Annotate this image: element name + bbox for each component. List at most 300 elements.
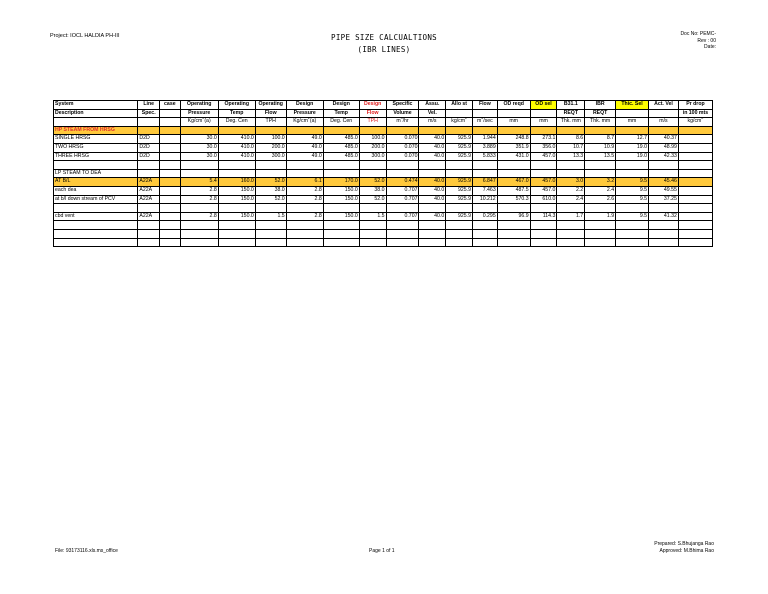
table-cell: 8.7 <box>585 135 616 144</box>
table-cell: 114.3 <box>530 212 557 221</box>
empty-cell <box>54 229 138 238</box>
table-cell: 9.5 <box>616 178 649 187</box>
empty-cell <box>323 161 359 170</box>
empty-cell <box>678 126 712 135</box>
table-cell: 410.0 <box>218 143 255 152</box>
empty-cell <box>138 126 160 135</box>
row-description: cbd vent <box>54 212 138 221</box>
table-cell <box>160 186 181 195</box>
blank-row <box>54 221 713 230</box>
empty-cell <box>359 238 386 247</box>
table-cell <box>160 152 181 161</box>
row-description: THREE HRSG <box>54 152 138 161</box>
table-cell: 485.0 <box>323 135 359 144</box>
table-cell: D2D <box>138 152 160 161</box>
table-cell: 9.5 <box>616 212 649 221</box>
table-cell: 150.0 <box>218 195 255 204</box>
table-cell: 1.7 <box>557 212 585 221</box>
column-header: Thic. Sel <box>616 101 649 110</box>
column-header: m/s <box>649 118 679 127</box>
empty-cell <box>255 221 286 230</box>
column-header <box>138 118 160 127</box>
empty-cell <box>585 161 616 170</box>
table-cell: 13.3 <box>557 152 585 161</box>
table-cell <box>160 135 181 144</box>
table-cell: 0.474 <box>386 178 419 187</box>
table-cell: 150.0 <box>323 195 359 204</box>
column-header: m/s <box>419 118 446 127</box>
table-cell: 100.0 <box>255 135 286 144</box>
empty-cell <box>497 126 530 135</box>
table-cell: 150.0 <box>218 212 255 221</box>
blank-row <box>54 229 713 238</box>
table-cell: 9.5 <box>616 186 649 195</box>
table-cell: D2D <box>138 143 160 152</box>
empty-cell <box>218 204 255 213</box>
table-cell: 2.4 <box>585 186 616 195</box>
empty-cell <box>138 229 160 238</box>
empty-cell <box>616 204 649 213</box>
empty-cell <box>160 126 181 135</box>
empty-cell <box>54 161 138 170</box>
column-header: Operating <box>180 101 218 110</box>
table-cell: 3.0 <box>557 178 585 187</box>
empty-cell <box>419 161 446 170</box>
column-header: Spec. <box>138 109 160 118</box>
table-cell: 300.0 <box>359 152 386 161</box>
empty-cell <box>218 169 255 178</box>
column-header: mm <box>616 118 649 127</box>
table-cell: 40.0 <box>419 212 446 221</box>
empty-cell <box>286 221 323 230</box>
table-cell: 925.9 <box>446 178 473 187</box>
empty-cell <box>54 204 138 213</box>
table-cell: 49.0 <box>286 135 323 144</box>
column-header: $Kg/cm^2(a)$ <box>180 118 218 127</box>
empty-cell <box>359 169 386 178</box>
table-cell: 300.0 <box>255 152 286 161</box>
empty-cell <box>286 238 323 247</box>
column-header <box>54 118 138 127</box>
empty-cell <box>160 161 181 170</box>
empty-cell <box>530 126 557 135</box>
empty-cell <box>419 238 446 247</box>
empty-cell <box>323 238 359 247</box>
header-row <box>54 118 713 127</box>
column-header: Design <box>359 101 386 110</box>
table-cell: 52.0 <box>359 195 386 204</box>
empty-cell <box>557 126 585 135</box>
empty-cell <box>557 161 585 170</box>
empty-cell <box>54 238 138 247</box>
empty-cell <box>419 221 446 230</box>
empty-cell <box>323 221 359 230</box>
empty-cell <box>585 229 616 238</box>
empty-cell <box>497 221 530 230</box>
empty-cell <box>446 238 473 247</box>
column-header <box>497 109 530 118</box>
empty-cell <box>649 221 679 230</box>
table-cell: 30.0 <box>180 143 218 152</box>
table-cell: 457.0 <box>530 152 557 161</box>
section-row <box>54 169 713 178</box>
project-label: Project: IOCL HALDIA PH-III <box>50 33 120 39</box>
table-cell: 200.0 <box>255 143 286 152</box>
column-header: Assu. <box>419 101 446 110</box>
table-cell: 351.9 <box>497 143 530 152</box>
empty-cell <box>473 229 498 238</box>
table-row <box>54 143 713 152</box>
empty-cell <box>386 229 419 238</box>
empty-cell <box>359 229 386 238</box>
column-header <box>160 118 181 127</box>
empty-cell <box>359 161 386 170</box>
empty-cell <box>585 126 616 135</box>
title-line-2: (IBR LINES) <box>357 45 411 54</box>
empty-cell <box>138 169 160 178</box>
column-header: Vel. <box>419 109 446 118</box>
table-cell: 925.9 <box>446 195 473 204</box>
column-header: Flow <box>255 109 286 118</box>
row-description: SINGLE HRSG <box>54 135 138 144</box>
empty-cell <box>160 238 181 247</box>
column-header: Allo st <box>446 101 473 110</box>
header-row <box>54 101 713 110</box>
table-cell: 8.6 <box>557 135 585 144</box>
table-cell: 49.0 <box>286 152 323 161</box>
empty-cell <box>359 126 386 135</box>
table-cell: 40.0 <box>419 135 446 144</box>
doc-info <box>680 31 716 51</box>
row-description: at b/l down stream of PCV <box>54 195 138 204</box>
table-cell: 0.070 <box>386 152 419 161</box>
column-header <box>616 109 649 118</box>
column-header: Deg. Cen <box>218 118 255 127</box>
empty-cell <box>386 169 419 178</box>
empty-cell <box>497 204 530 213</box>
table-cell <box>678 195 712 204</box>
table-cell: 0.295 <box>473 212 498 221</box>
table-cell: 52.0 <box>255 195 286 204</box>
empty-cell <box>616 169 649 178</box>
empty-cell <box>386 126 419 135</box>
table-cell: 160.0 <box>218 178 255 187</box>
table-cell: 467.0 <box>497 178 530 187</box>
empty-cell <box>255 238 286 247</box>
table-cell: 356.0 <box>530 143 557 152</box>
table-row <box>54 178 713 187</box>
empty-cell <box>473 238 498 247</box>
column-header: Flow <box>473 101 498 110</box>
table-cell <box>160 178 181 187</box>
table-cell: 0.070 <box>386 135 419 144</box>
row-description: each dea <box>54 186 138 195</box>
empty-cell <box>286 126 323 135</box>
table-cell: 40.0 <box>419 152 446 161</box>
table-cell <box>678 186 712 195</box>
empty-cell <box>138 238 160 247</box>
empty-cell <box>419 204 446 213</box>
blank-row <box>54 161 713 170</box>
table-cell: 45.46 <box>649 178 679 187</box>
table-cell <box>678 178 712 187</box>
empty-cell <box>557 221 585 230</box>
empty-cell <box>585 221 616 230</box>
column-header: Act. Vel <box>649 101 679 110</box>
empty-cell <box>473 221 498 230</box>
doc-number: Doc No: PEMC- <box>680 31 716 37</box>
column-header: OD reqd <box>497 101 530 110</box>
table-cell: 19.0 <box>616 143 649 152</box>
table-cell: 52.0 <box>359 178 386 187</box>
empty-cell <box>446 169 473 178</box>
table-cell: 3.889 <box>473 143 498 152</box>
empty-cell <box>138 204 160 213</box>
table-cell <box>160 195 181 204</box>
empty-cell <box>419 229 446 238</box>
table-cell: 485.0 <box>323 143 359 152</box>
table-cell: 3.2 <box>585 178 616 187</box>
table-cell <box>678 212 712 221</box>
column-header <box>446 109 473 118</box>
empty-cell <box>218 229 255 238</box>
column-header: TPH <box>255 118 286 127</box>
table-cell: 40.0 <box>419 186 446 195</box>
empty-cell <box>255 161 286 170</box>
table-cell: A22A <box>138 186 160 195</box>
table-cell: 925.9 <box>446 135 473 144</box>
column-header: REQT <box>557 109 585 118</box>
table-cell: 12.7 <box>616 135 649 144</box>
table-row <box>54 186 713 195</box>
header-row <box>54 109 713 118</box>
table-row <box>54 152 713 161</box>
column-header: Description <box>54 109 138 118</box>
empty-cell <box>286 161 323 170</box>
column-header: Operating <box>255 101 286 110</box>
empty-cell <box>497 238 530 247</box>
empty-cell <box>678 221 712 230</box>
column-header <box>649 109 679 118</box>
table-cell: 2.2 <box>557 186 585 195</box>
column-header: Pressure <box>180 109 218 118</box>
table-cell: 40.0 <box>419 195 446 204</box>
table-cell: 150.0 <box>323 212 359 221</box>
table-cell: 10.212 <box>473 195 498 204</box>
table-cell: 6.847 <box>473 178 498 187</box>
empty-cell <box>497 161 530 170</box>
empty-cell <box>649 161 679 170</box>
pipe-size-table <box>53 100 713 247</box>
table-cell: 1.944 <box>473 135 498 144</box>
column-header: REQT <box>585 109 616 118</box>
table-row <box>54 195 713 204</box>
table-cell: 431.0 <box>497 152 530 161</box>
column-header <box>530 109 557 118</box>
empty-cell <box>446 221 473 230</box>
empty-cell <box>386 221 419 230</box>
empty-cell <box>138 221 160 230</box>
column-header: Pressure <box>286 109 323 118</box>
table-cell: 13.5 <box>585 152 616 161</box>
section-label: HP STEAM FROM HRSG <box>54 126 138 135</box>
column-header: mm <box>497 118 530 127</box>
column-header: Thk. mm <box>557 118 585 127</box>
empty-cell <box>286 229 323 238</box>
table-cell: 2.8 <box>286 186 323 195</box>
table-cell: 1.9 <box>585 212 616 221</box>
empty-cell <box>497 169 530 178</box>
table-row <box>54 212 713 221</box>
empty-cell <box>557 204 585 213</box>
table-cell: 7.463 <box>473 186 498 195</box>
table-cell: 170.0 <box>323 178 359 187</box>
table-cell: 42.33 <box>649 152 679 161</box>
empty-cell <box>180 169 218 178</box>
table-cell: 200.0 <box>359 143 386 152</box>
table-cell: 10.7 <box>557 143 585 152</box>
table-cell: 5.833 <box>473 152 498 161</box>
column-header: Temp <box>323 109 359 118</box>
table-cell: 30.0 <box>180 135 218 144</box>
approved-by: Approved: M.Bhima Rao <box>659 548 714 554</box>
row-description: AT B/L <box>54 178 138 187</box>
empty-cell <box>180 238 218 247</box>
file-name: File: 93173116.xls.ms_office <box>55 548 118 554</box>
empty-cell <box>180 229 218 238</box>
empty-cell <box>678 229 712 238</box>
table-cell: 2.8 <box>180 186 218 195</box>
table-cell: 457.0 <box>530 186 557 195</box>
table-cell: 150.0 <box>323 186 359 195</box>
table-cell: 41.32 <box>649 212 679 221</box>
table-cell: 485.0 <box>323 152 359 161</box>
empty-cell <box>255 169 286 178</box>
table-cell: 273.1 <box>530 135 557 144</box>
table-cell: 5.4 <box>180 178 218 187</box>
empty-cell <box>616 126 649 135</box>
table-cell: 40.0 <box>419 143 446 152</box>
empty-cell <box>649 204 679 213</box>
revision: Rev : 00 <box>697 37 716 44</box>
empty-cell <box>255 204 286 213</box>
empty-cell <box>557 238 585 247</box>
row-description: TWO HRSG <box>54 143 138 152</box>
empty-cell <box>180 204 218 213</box>
empty-cell <box>530 204 557 213</box>
page-number: Page 1 of 1 <box>369 548 395 554</box>
empty-cell <box>530 229 557 238</box>
table-cell: A22A <box>138 195 160 204</box>
column-header: mm <box>530 118 557 127</box>
table-cell: 38.0 <box>359 186 386 195</box>
table-cell: A22A <box>138 178 160 187</box>
column-header <box>160 109 181 118</box>
table-cell: 6.1 <box>286 178 323 187</box>
empty-cell <box>616 238 649 247</box>
section-row <box>54 126 713 135</box>
date: Date: <box>704 44 716 50</box>
table-cell: 0.707 <box>386 212 419 221</box>
table-cell: A22A <box>138 212 160 221</box>
column-header: B31.1 <box>557 101 585 110</box>
empty-cell <box>678 169 712 178</box>
table-cell: 0.707 <box>386 195 419 204</box>
empty-cell <box>138 161 160 170</box>
empty-cell <box>649 126 679 135</box>
empty-cell <box>218 238 255 247</box>
table-cell: 2.6 <box>585 195 616 204</box>
table-cell: 925.9 <box>446 143 473 152</box>
empty-cell <box>359 221 386 230</box>
column-header: $kg/cm^2$ <box>678 118 712 127</box>
prepared-by: Prepared: S.Bhujanga Rao <box>654 541 714 547</box>
empty-cell <box>323 229 359 238</box>
empty-cell <box>616 229 649 238</box>
table-cell <box>678 143 712 152</box>
table-cell <box>678 152 712 161</box>
table-cell: 570.3 <box>497 195 530 204</box>
empty-cell <box>473 169 498 178</box>
table-cell <box>160 212 181 221</box>
column-header: Volume <box>386 109 419 118</box>
table-cell: 49.0 <box>286 143 323 152</box>
table-cell: 2.4 <box>557 195 585 204</box>
empty-cell <box>473 161 498 170</box>
table-cell: 19.0 <box>616 152 649 161</box>
table-cell: 925.9 <box>446 152 473 161</box>
empty-cell <box>678 204 712 213</box>
empty-cell <box>323 204 359 213</box>
table-cell: 1.5 <box>255 212 286 221</box>
table-cell: 2.8 <box>286 195 323 204</box>
page-title <box>0 32 768 56</box>
table-cell: 10.9 <box>585 143 616 152</box>
table-cell: 96.9 <box>497 212 530 221</box>
column-header: Flow <box>359 109 386 118</box>
empty-cell <box>473 204 498 213</box>
table-cell: 37.25 <box>649 195 679 204</box>
empty-cell <box>323 169 359 178</box>
table-cell: 38.0 <box>255 186 286 195</box>
empty-cell <box>649 229 679 238</box>
blank-row <box>54 238 713 247</box>
table-cell <box>160 143 181 152</box>
table-cell: 30.0 <box>180 152 218 161</box>
empty-cell <box>585 238 616 247</box>
empty-cell <box>446 204 473 213</box>
empty-cell <box>180 126 218 135</box>
column-header <box>473 109 498 118</box>
empty-cell <box>54 221 138 230</box>
table-cell: 410.0 <box>218 152 255 161</box>
empty-cell <box>160 204 181 213</box>
empty-cell <box>386 161 419 170</box>
empty-cell <box>585 169 616 178</box>
table-cell: 9.5 <box>616 195 649 204</box>
empty-cell <box>359 204 386 213</box>
empty-cell <box>497 229 530 238</box>
table-cell: 925.9 <box>446 212 473 221</box>
table-cell: 457.0 <box>530 178 557 187</box>
empty-cell <box>446 229 473 238</box>
empty-cell <box>419 126 446 135</box>
table-cell: 40.0 <box>419 178 446 187</box>
column-header: case <box>160 101 181 110</box>
column-header: Operating <box>218 101 255 110</box>
table-cell: 1.5 <box>359 212 386 221</box>
empty-cell <box>649 238 679 247</box>
